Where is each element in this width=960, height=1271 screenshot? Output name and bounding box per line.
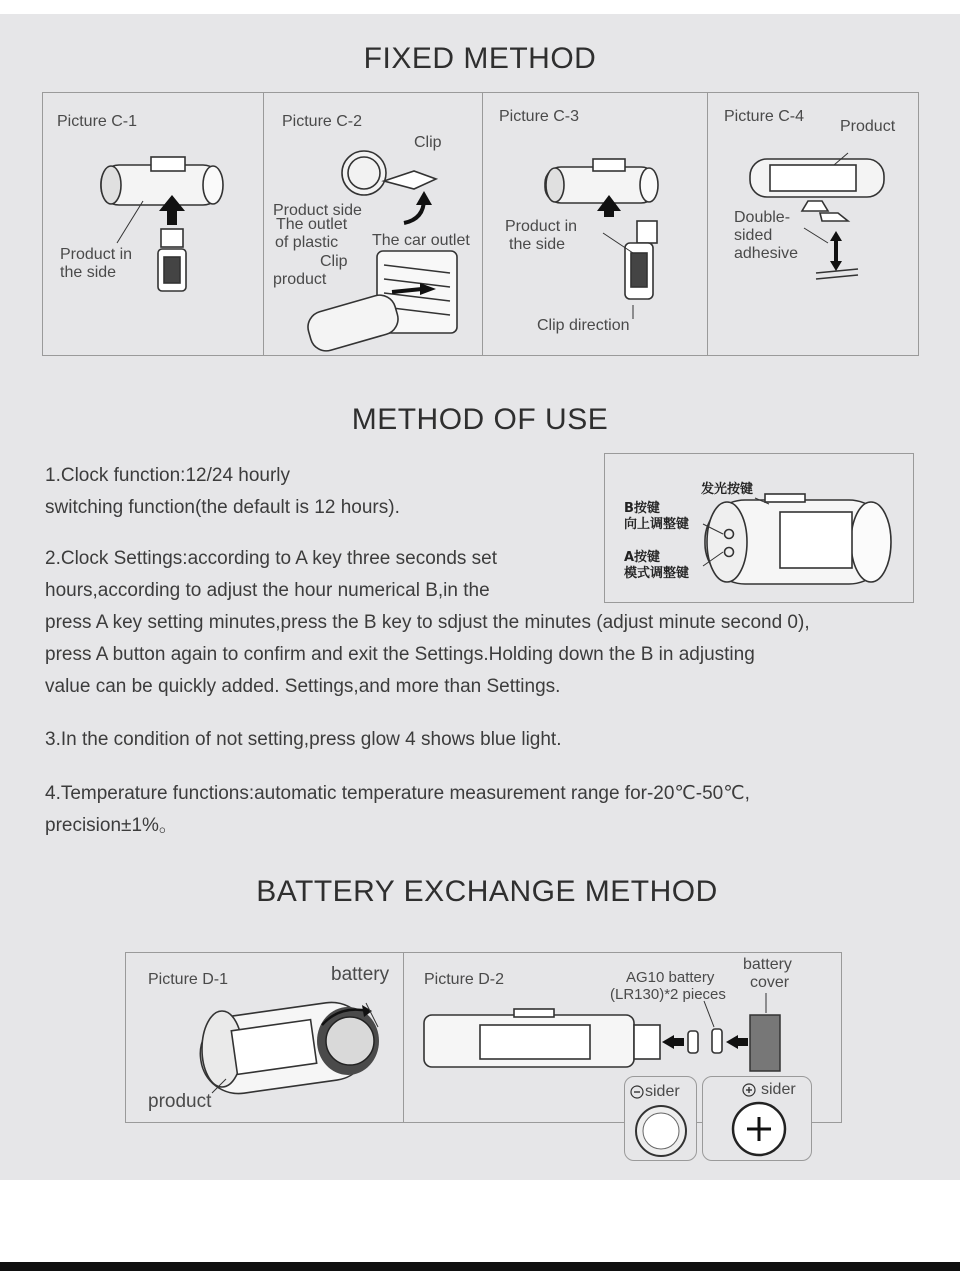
use-p4-line1: 4.Temperature functions:automatic temperature measurement range for-20℃-50℃, [45,783,750,804]
minus-side-label: sider [645,1083,680,1100]
c2-of-plastic-label: of plastic [275,234,339,251]
plus-side-illustration [703,1077,813,1162]
bottom-bar [0,1262,960,1271]
picture-c2 [264,93,483,355]
c4-adhesive-label-3: adhesive [734,245,799,262]
fixed-method-grid [42,92,919,356]
a-key-desc: 模式调整键 [624,566,690,581]
use-p3: 3.In the condition of not setting,press glow 4 shows blue light. [45,729,562,750]
d1-battery-label: battery [331,964,390,985]
use-p1-line2: switching function(the default is 12 hours). [45,497,400,518]
c2-product-label: product [273,271,327,288]
c1-label-the-side: the side [60,264,117,281]
use-p2-line3: press A key setting minutes,press the B key to sdjust the minutes (adjust minute second 0), [45,612,810,633]
plus-side-callout [702,1076,812,1161]
use-p4-line2: precision±1%。 [45,815,178,836]
picture-d1-title: Picture D-1 [148,971,229,988]
b-key-label: B按键 [624,501,660,516]
buttons-diagram [604,453,914,603]
use-p1-line1: 1.Clock function:12/24 hourly [45,465,291,486]
d1-product-label: product [148,1091,212,1112]
b-key-desc: 向上调整键 [624,517,690,532]
fixed-method-heading: FIXED METHOD [363,42,597,75]
picture-c4 [708,93,918,355]
picture-c3-title: Picture C-3 [499,108,580,125]
d2-cover-label-2: cover [750,974,790,991]
c2-clip2-label: Clip [320,253,348,270]
picture-c2-title: Picture C-2 [282,113,363,130]
c2-product-side-label: Product side [273,202,362,219]
c3-label-the-side: the side [509,236,566,253]
a-key-label: A按键 [624,550,661,565]
c2-outlet-label: The outlet [276,216,348,233]
d2-ag10-label-1: AG10 battery [626,969,715,986]
picture-c1 [43,93,264,355]
minus-side-callout [624,1076,697,1161]
c4-adhesive-label-2: sided [734,227,773,244]
c3-clip-direction-label: Clip direction [537,317,630,334]
picture-c3 [483,93,708,355]
d2-ag10-label-2: (LR130)*2 pieces [610,986,726,1003]
glow-key-label: 发光按键 [701,482,754,497]
picture-c4-title: Picture C-4 [724,108,805,125]
use-p2-line5: value can be quickly added. Settings,and more than Settings. [45,676,561,697]
battery-exchange-heading: BATTERY EXCHANGE METHOD [256,875,718,908]
method-of-use-heading: METHOD OF USE [351,403,609,436]
c2-car-outlet-label: The car outlet [372,232,470,249]
d2-cover-label-1: battery [743,956,792,973]
use-p2-line1: 2.Clock Settings:according to A key three seconds set [45,548,498,569]
picture-c1-title: Picture C-1 [57,113,138,130]
plus-side-label: sider [761,1081,796,1098]
c1-label-product-in: Product in [60,246,133,263]
picture-d2-title: Picture D-2 [424,971,505,988]
c2-clip-label: Clip [414,134,442,151]
use-p2-line4: press A button again to confirm and exit the Settings.Holding down the B in adjusting [45,644,755,665]
c3-label-product-in: Product in [505,218,578,235]
picture-d1 [125,952,404,1123]
c4-product-label: Product [840,118,896,135]
c1-illustration [43,93,264,355]
c4-adhesive-label-1: Double- [734,209,791,226]
use-p2-line2: hours,according to adjust the hour numerical B,in the [45,580,490,601]
